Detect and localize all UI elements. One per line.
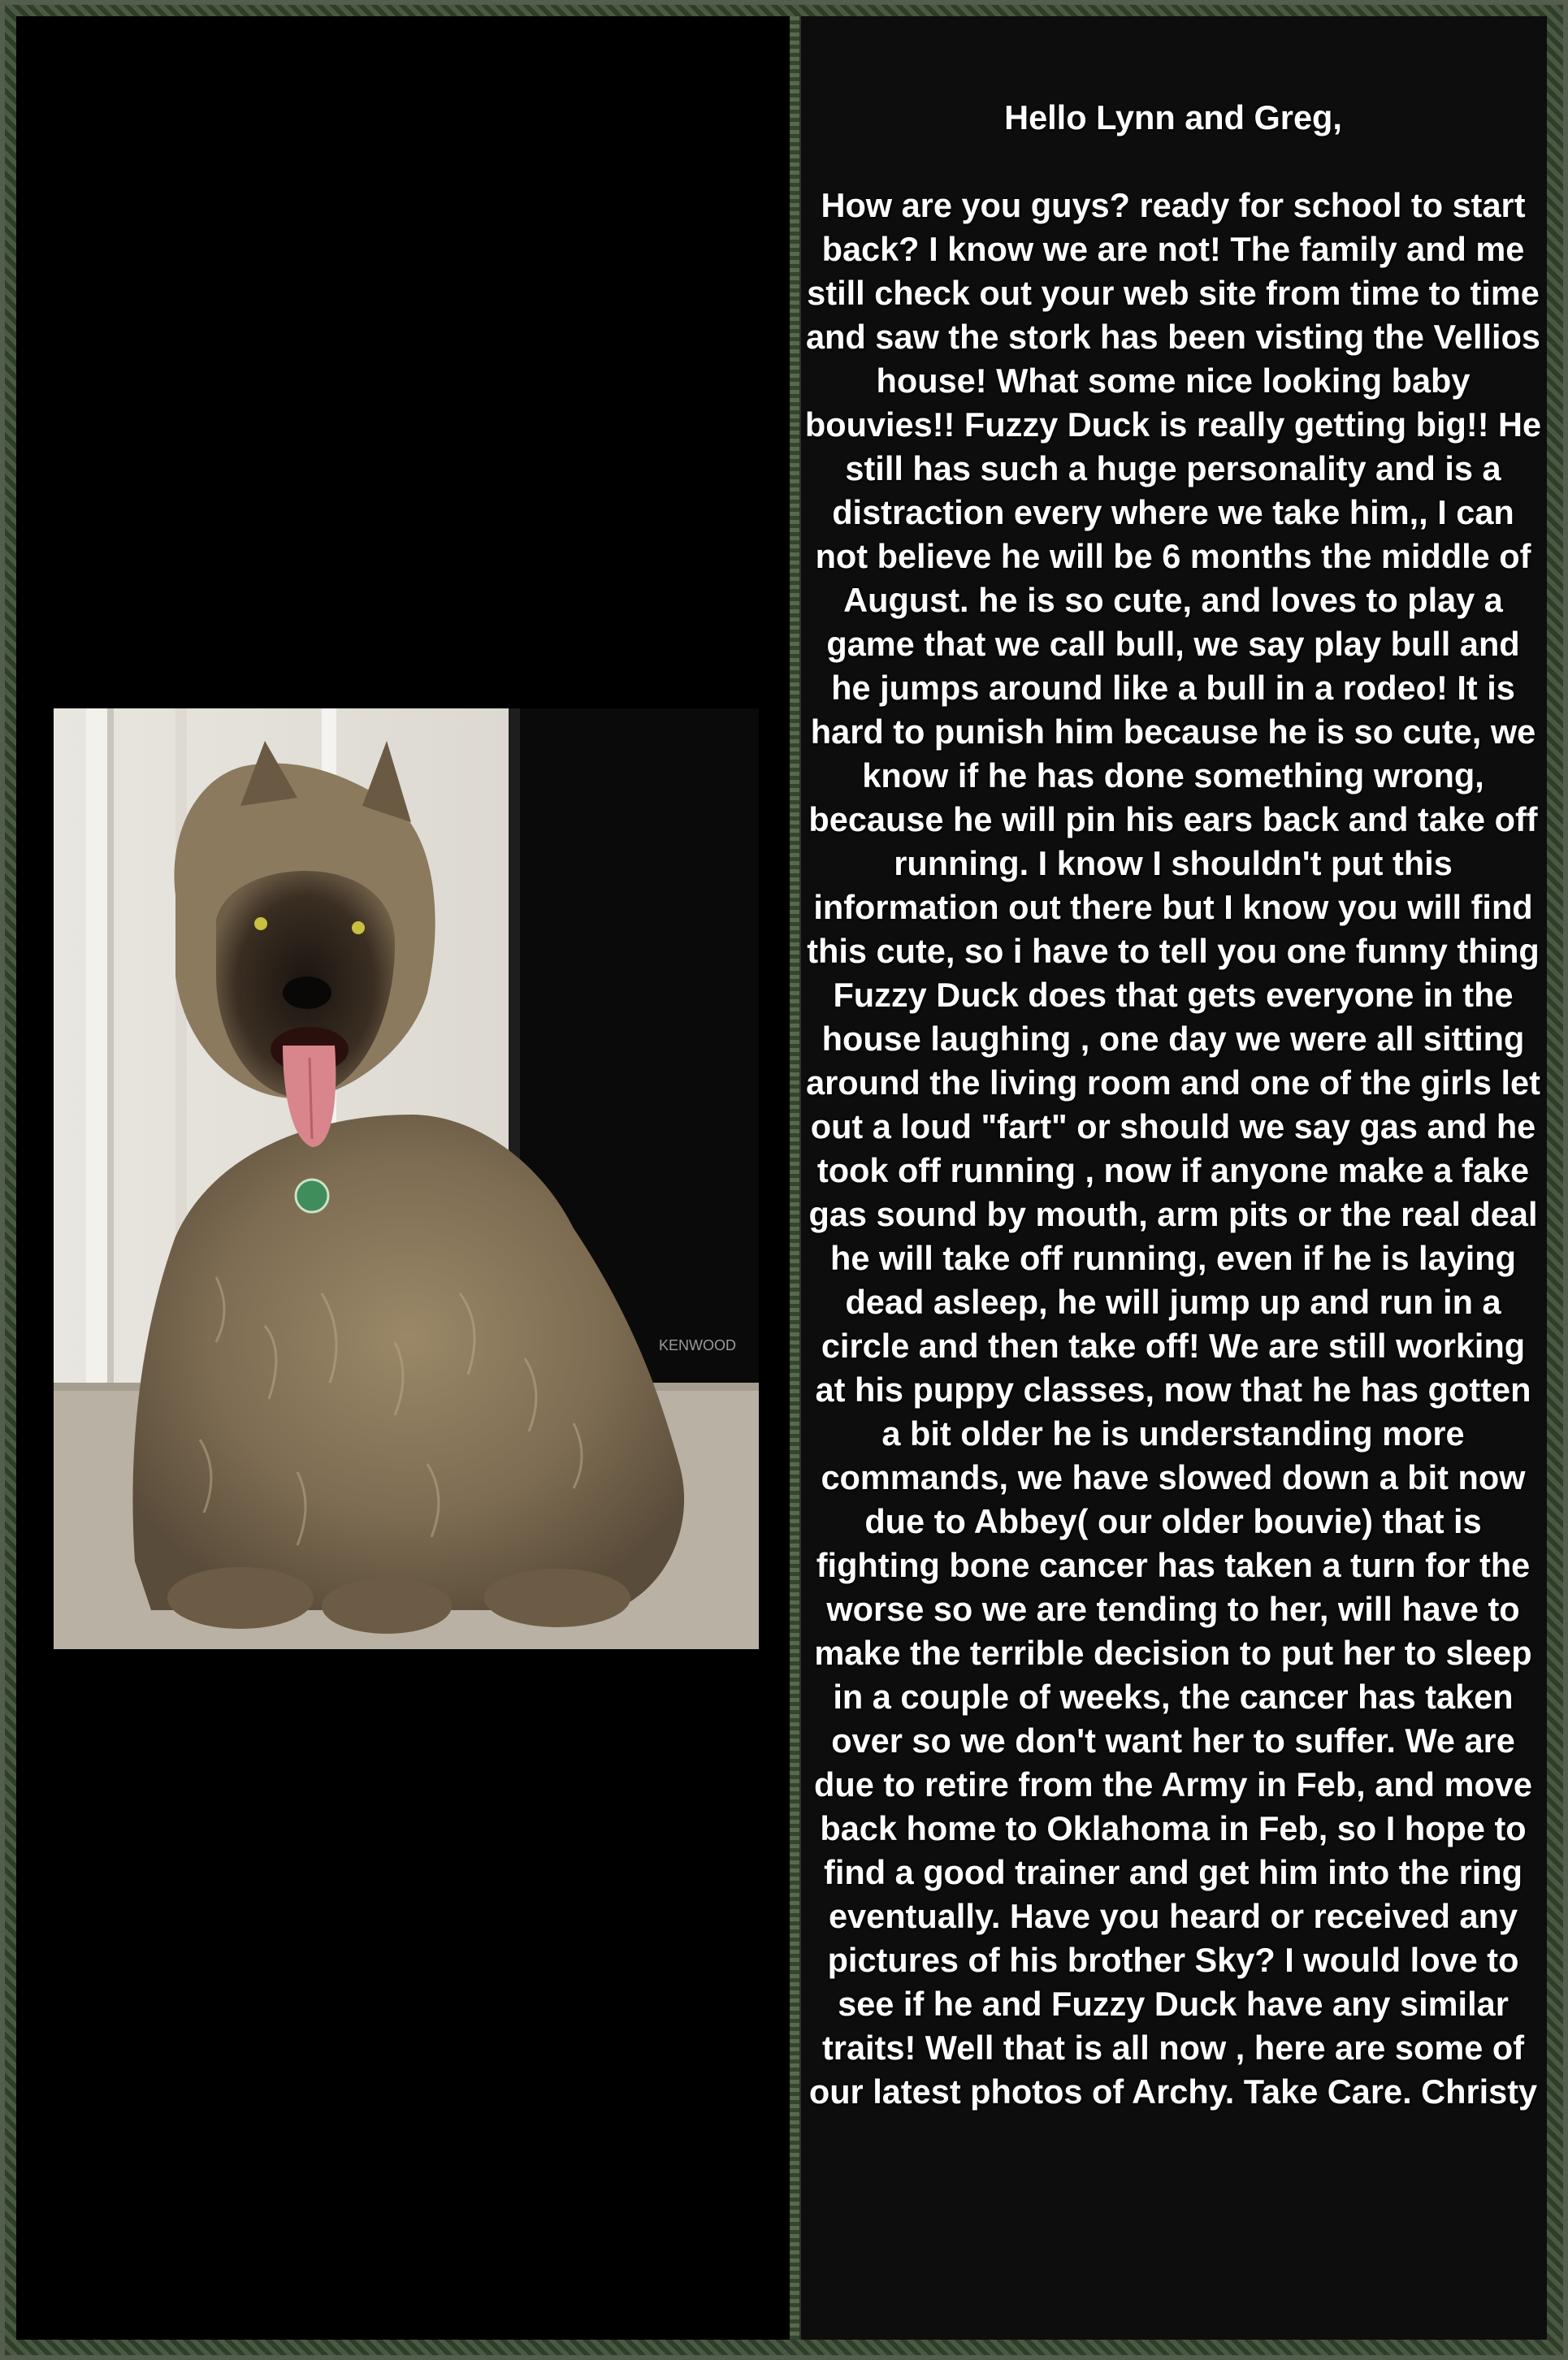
dog-photo-image: [54, 708, 759, 1649]
letter-greeting: Hello Lynn and Greg,: [1004, 98, 1342, 136]
panel-divider: [790, 16, 799, 2340]
dog-photo: [54, 708, 759, 1649]
letter-text: [804, 52, 1542, 2158]
speaker-brand-label: KENWOOD: [659, 1337, 737, 1353]
letter-body: How are you guys? ready for school to start back? I know we are not! The family and me still check out your web site from time to time and saw the stork has been visting the Vellios house! What some nice looking baby bouvies!! Fuzzy Duck is really getting big!! He still has such a huge personality and is a distraction every where we take him,, I can not believe he will be 6 months the middle of August. he is so cute, and loves to play a game that we call bull, we say play bull and he jumps around like a bull in a rodeo! It is hard to punish him because he is so cute, we know if he has done something wrong, because he will pin his ears back and take off running. I know I shouldn't put this information out there but I know you will find this cute, so i have to tell you one funny thing Fuzzy Duck does that gets everyone in the house laughing , one day we were all sitting around the living room and one of the girls let out a loud "fart" or should we say gas and he took off running , now if anyone make a fake gas sound by mouth, arm pits or the real deal he will take off running, even if he is laying dead asleep, he will jump up and run in a circle and then take off! We are still working at his puppy classes, now that he has gotten a bit older he is understanding more commands, we have slowed down a bit now due to Abbey( our older bouvie) that is fighting bone cancer has taken a turn for the worse so we are tending to her, will have to make the terrible decision to put her to sleep in a couple of weeks, the cancer has taken over so we don't want her to suffer. We are due to retire from the Army in Feb, and move back home to Oklahoma in Feb, so I hope to find a good trainer and get him into the ring eventually. Have you heard or received any pictures of his brother Sky? I would love to see if he and Fuzzy Duck have any similar traits! Well that is all now , here are some of our latest photos of Archy. Take Care. Christy: [804, 186, 1542, 2111]
